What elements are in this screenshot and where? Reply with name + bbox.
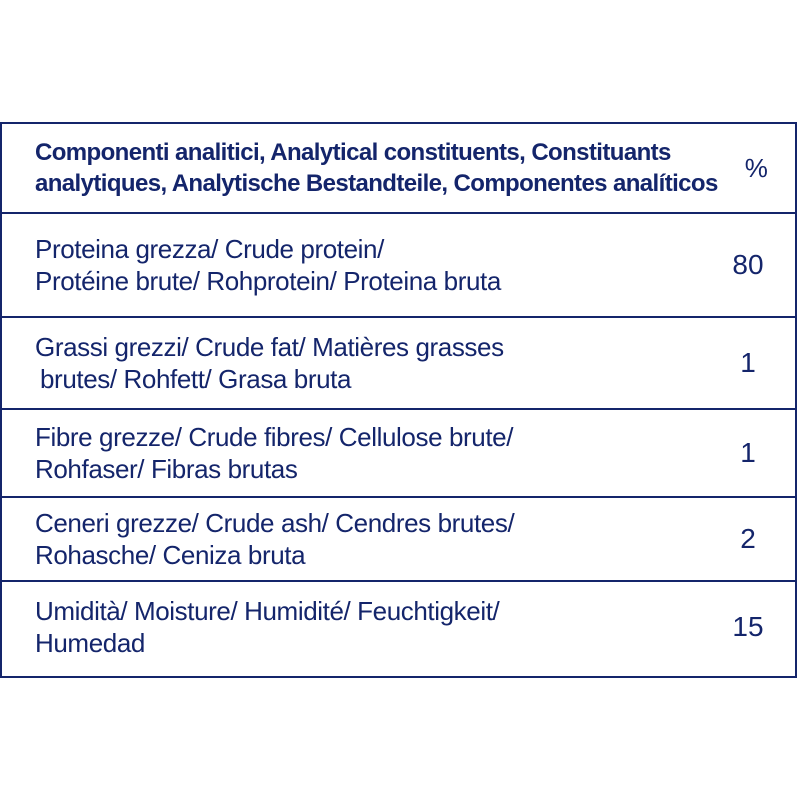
table-row-crude-fibres <box>2 410 795 498</box>
header-label-line-2: analytiques, Analytische Bestandteile, Componentes analíticos <box>35 170 718 197</box>
row-label-line-2: Humedad <box>35 628 145 658</box>
header-label-line-1: Componenti analitici, Analytical constituents, Constituants <box>35 139 671 166</box>
row-label <box>2 498 701 580</box>
header-unit: % <box>744 152 768 183</box>
row-label <box>2 410 701 496</box>
row-label-line-2: Rohasche/ Ceniza bruta <box>35 540 306 570</box>
row-value: 15 <box>732 611 764 642</box>
row-value: 80 <box>732 249 764 280</box>
analytical-constituents-table <box>0 122 797 678</box>
row-label-line-2: Protéine brute/ Rohprotein/ Proteina bruta <box>35 266 501 296</box>
row-label-line-1: Grassi grezzi/ Crude fat/ Matières grasses <box>35 332 504 362</box>
row-label <box>2 214 701 316</box>
row-label <box>2 582 701 672</box>
header-label <box>2 124 718 212</box>
row-label-line-1: Proteina grezza/ Crude protein/ <box>35 234 384 264</box>
table-row-moisture <box>2 582 795 672</box>
table-row-crude-fat <box>2 318 795 410</box>
row-label-line-1: Fibre grezze/ Crude fibres/ Cellulose brute/ <box>35 422 514 452</box>
row-label-line-2: Rohfaser/ Fibras brutas <box>35 454 298 484</box>
row-value: 1 <box>740 347 756 378</box>
row-value: 2 <box>740 523 756 554</box>
row-label-line-1: Ceneri grezze/ Crude ash/ Cendres brutes/ <box>35 508 515 538</box>
row-label-line-1: Umidità/ Moisture/ Humidité/ Feuchtigkeit/ <box>35 596 500 626</box>
table-row-crude-ash <box>2 498 795 582</box>
table-header-row <box>2 124 795 214</box>
table-row-crude-protein <box>2 214 795 318</box>
row-label <box>2 318 701 408</box>
row-label-line-2: brutes/ Rohfett/ Grasa bruta <box>40 364 352 394</box>
row-value: 1 <box>740 437 756 468</box>
